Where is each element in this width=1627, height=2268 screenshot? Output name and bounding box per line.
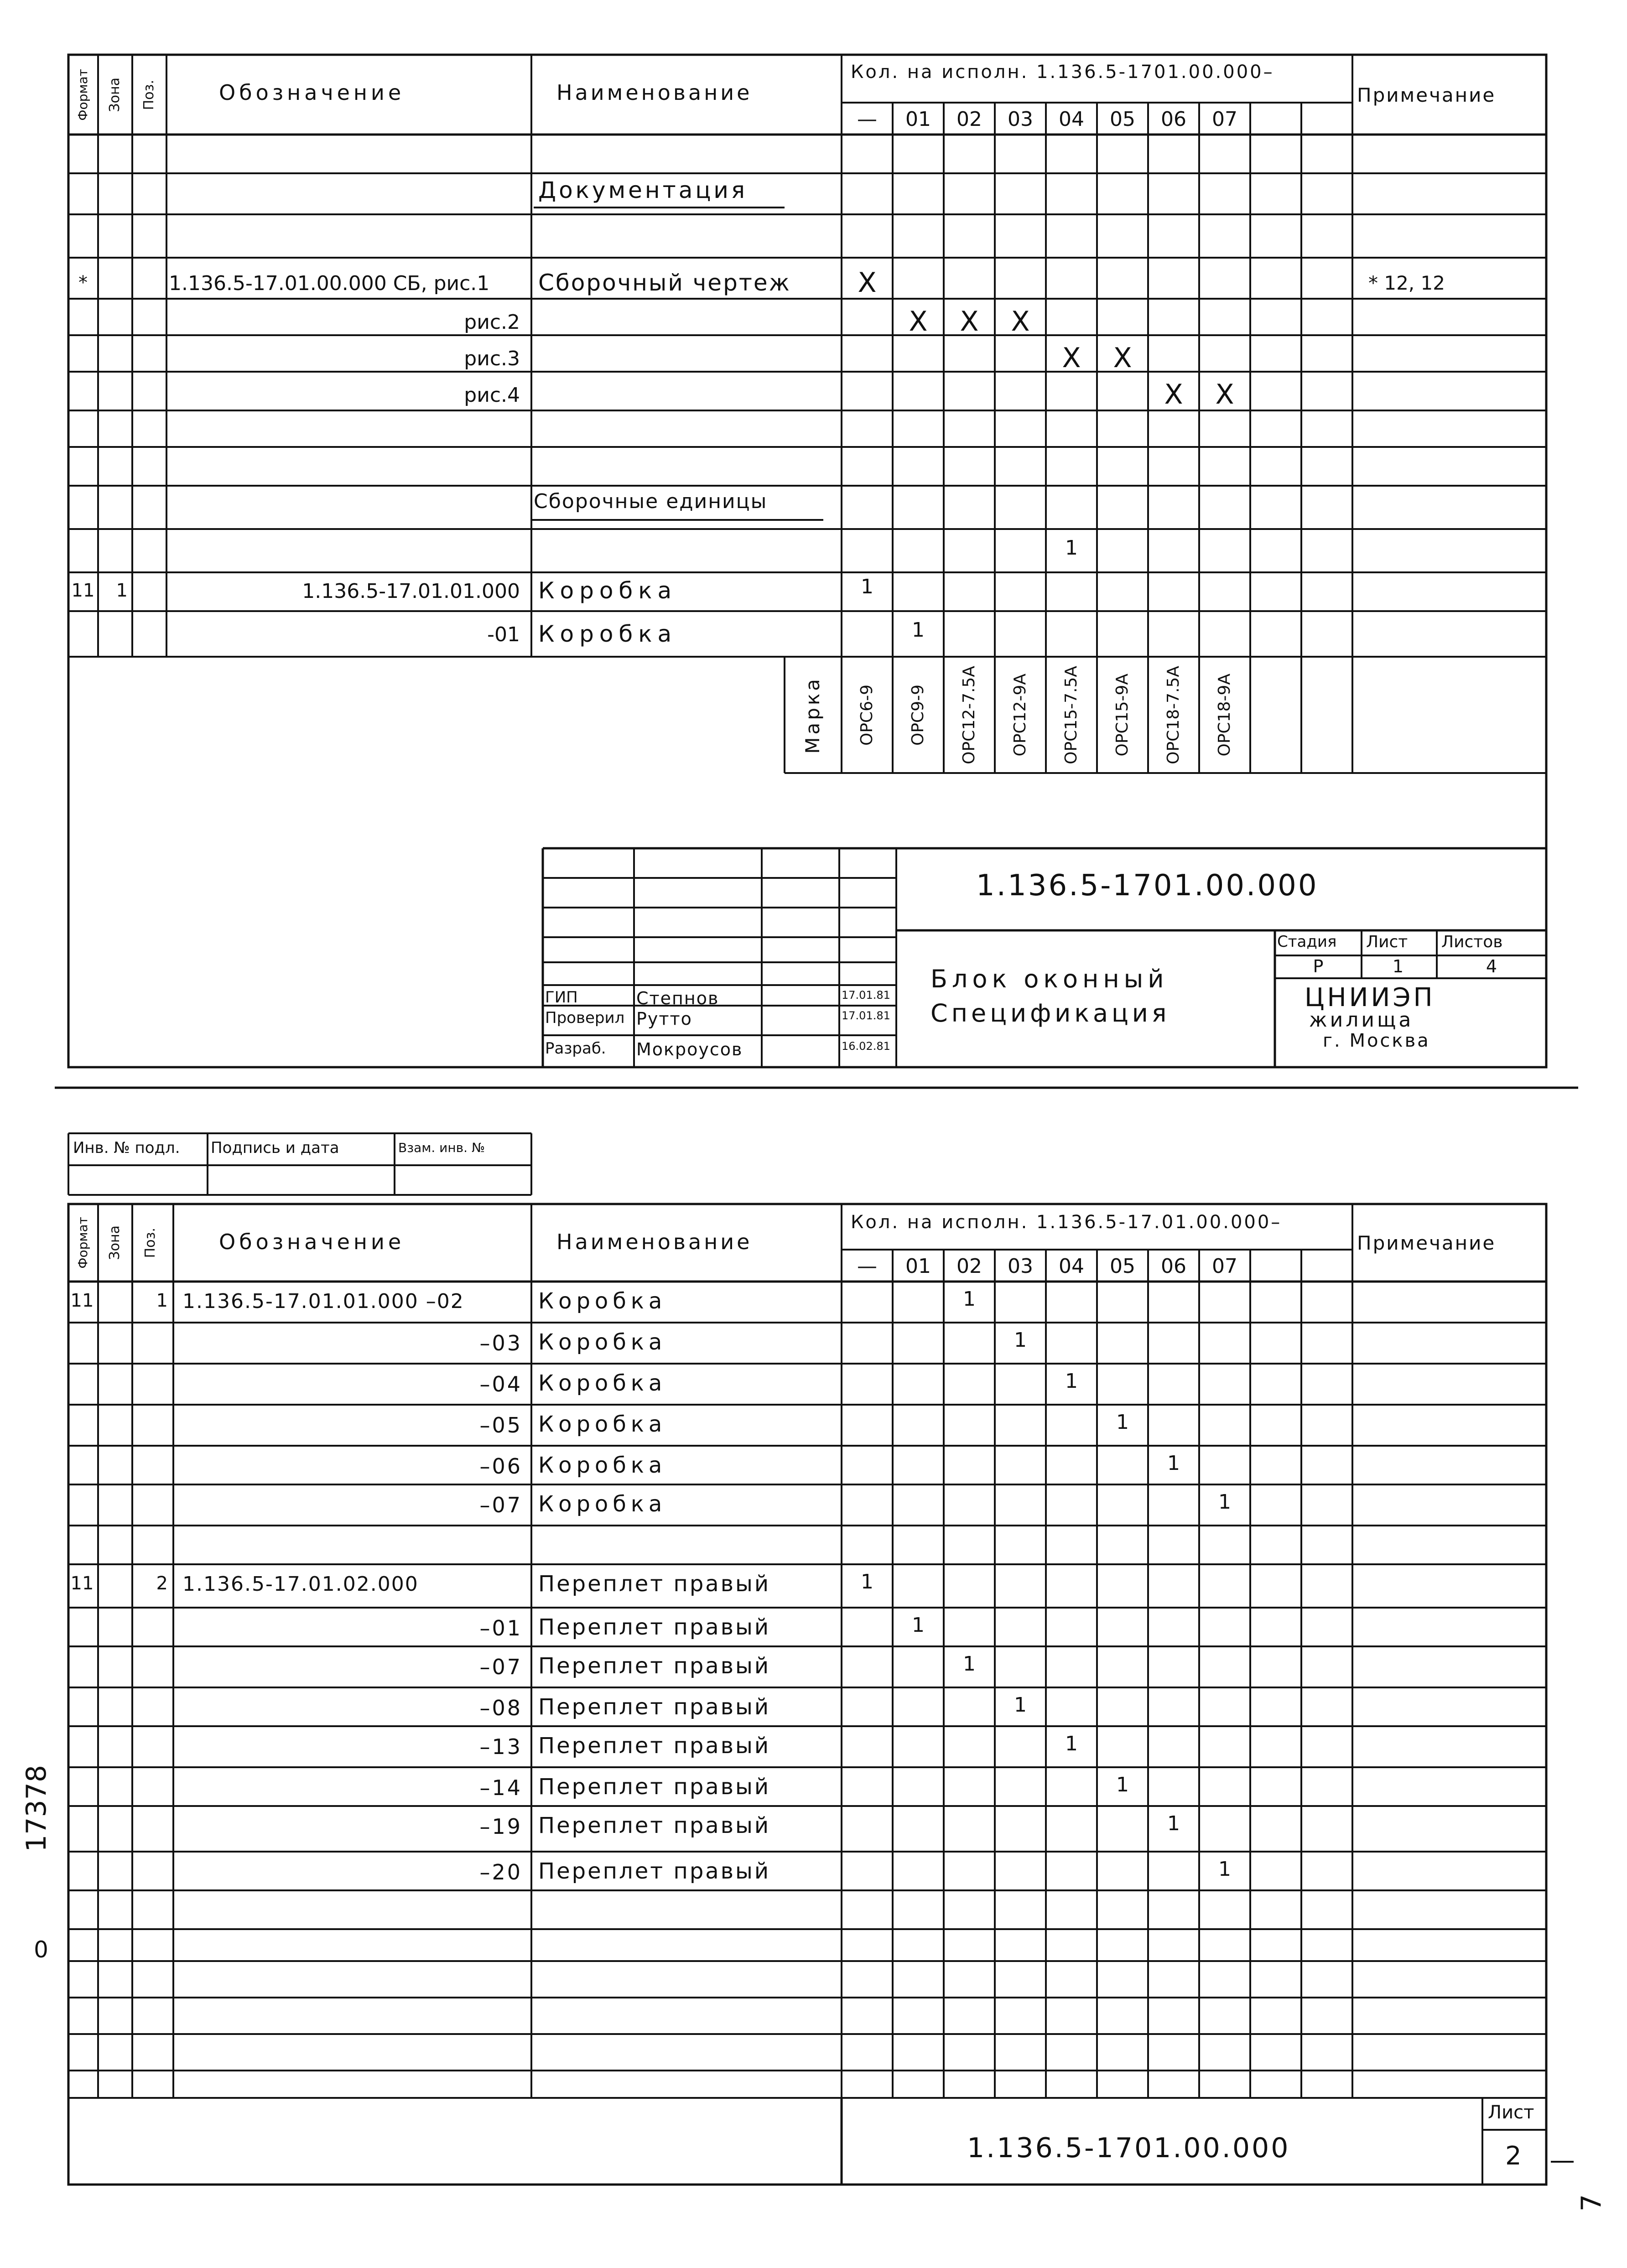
section-documentation: Документация <box>538 177 748 203</box>
variant-header: 07 <box>1212 108 1237 131</box>
signer-name: Степнов <box>636 988 719 1008</box>
variant-header: — <box>857 108 877 131</box>
row-designation: –08 <box>479 1696 522 1720</box>
row-name: Переплет правый <box>538 1774 771 1800</box>
col-zone-label: Зона <box>107 1225 123 1260</box>
variant-header: 05 <box>1110 108 1135 131</box>
signer-role: Проверил <box>545 1009 625 1027</box>
qty-cell: 1 <box>1014 1693 1027 1717</box>
qty-cell: 1 <box>1218 1858 1231 1881</box>
org-name: ЦНИИЭП <box>1305 983 1435 1012</box>
row-name: Коробка <box>538 577 677 604</box>
row-name: Переплет правый <box>538 1858 771 1884</box>
col-zone-label: Зона <box>107 78 123 112</box>
signer-role: ГИП <box>545 988 578 1007</box>
qty-cell: 1 <box>1116 1411 1129 1434</box>
margin-number: 17378 <box>21 1765 52 1852</box>
row-designation: –13 <box>479 1734 522 1759</box>
row-name: Переплет правый <box>538 1813 771 1838</box>
org-city: г. Москва <box>1323 1030 1430 1051</box>
row-designation: –19 <box>479 1814 522 1839</box>
row-designation: 1.136.5-17.01.00.000 СБ, рис.1 <box>169 272 490 295</box>
row-format: 11 <box>71 580 95 601</box>
titleblock-title: Блок оконный <box>930 965 1169 993</box>
marka-value: ОРС15-7.5А <box>1062 666 1081 764</box>
row-name: Переплет правый <box>538 1733 771 1759</box>
variant-header: 06 <box>1161 108 1186 131</box>
variant-header: 01 <box>905 1255 931 1278</box>
qty-cell: 1 <box>1065 1732 1078 1755</box>
qty-cell: X <box>1164 379 1183 410</box>
footer-sheet-number: 2 <box>1505 2141 1522 2171</box>
qty-cell: X <box>960 306 979 337</box>
row-pos: 2 <box>156 1573 168 1594</box>
stage-label: Стадия <box>1277 933 1337 951</box>
row-name: Коробка <box>538 1453 667 1478</box>
row-designation: –06 <box>479 1454 522 1479</box>
col-pos-label: Поз. <box>141 80 157 110</box>
marka-value: ОРС12-7.5А <box>960 666 978 764</box>
qty-cell: 1 <box>1116 1773 1129 1796</box>
col-name-label: Наименование <box>556 80 753 105</box>
col-designation-label: Обозначение <box>219 1230 405 1254</box>
row-name: Коробка <box>538 1370 667 1396</box>
row-name: Коробка <box>538 1288 667 1314</box>
qty-cell: X <box>1062 342 1081 374</box>
row-designation: рис.4 <box>464 384 520 407</box>
row-pos: 1 <box>156 1290 168 1311</box>
qty-cell: X <box>1113 342 1132 374</box>
qty-cell: 1 <box>1065 1370 1078 1393</box>
footer-code: 1.136.5-1701.00.000 <box>967 2132 1290 2164</box>
row-format: 11 <box>70 1573 94 1594</box>
col-qty-label: Кол. на исполн. 1.136.5-17.01.00.000– <box>851 1212 1282 1233</box>
signer-date: 17.01.81 <box>842 1009 890 1022</box>
corner-mark: 7 <box>1575 2194 1608 2212</box>
variant-header: 02 <box>956 108 982 131</box>
row-name: Переплет правый <box>538 1614 771 1640</box>
marka-value: ОРС18-9А <box>1215 674 1234 757</box>
variant-header: 05 <box>1110 1255 1135 1278</box>
variant-header: 01 <box>905 108 931 131</box>
stamp-sign-label: Подпись и дата <box>211 1139 339 1157</box>
variant-header: 04 <box>1059 108 1084 131</box>
variant-header: 06 <box>1161 1255 1186 1278</box>
row-designation: рис.3 <box>464 347 520 370</box>
qty-cell: 1 <box>861 1570 873 1593</box>
titleblock-code: 1.136.5-1701.00.000 <box>976 869 1319 903</box>
variant-header: 07 <box>1212 1255 1237 1278</box>
row-designation: –05 <box>479 1413 522 1438</box>
variant-header: 02 <box>956 1255 982 1278</box>
row-name: Коробка <box>538 1412 667 1437</box>
titleblock-subtitle: Спецификация <box>930 999 1170 1028</box>
col-qty-label: Кол. на исполн. 1.136.5-1701.00.000– <box>851 62 1274 83</box>
qty-cell: X <box>1011 306 1030 337</box>
col-name-label: Наименование <box>556 1230 753 1254</box>
sheet-label: Лист <box>1366 933 1408 951</box>
sheet-value: 1 <box>1392 956 1404 976</box>
stamp-vzam-label: Взам. инв. № <box>398 1140 485 1155</box>
stamp-inv-label: Инв. № подл. <box>73 1139 180 1157</box>
org-name-2: жилища <box>1309 1008 1414 1032</box>
row-name: Сборочный чертеж <box>538 270 791 296</box>
qty-cell: 1 <box>912 1614 925 1637</box>
marka-value: ОРС9-9 <box>909 685 927 746</box>
signer-role: Разраб. <box>545 1039 606 1058</box>
marka-value: ОРС15-9А <box>1113 674 1132 757</box>
qty-cell: 1 <box>861 575 873 598</box>
signer-name: Рутто <box>636 1009 692 1029</box>
footer-sheet-label: Лист <box>1488 2102 1534 2123</box>
row-designation: –07 <box>479 1655 522 1679</box>
row-format: 11 <box>70 1290 94 1311</box>
row-designation: рис.2 <box>464 311 520 334</box>
marka-value: ОРС6-9 <box>858 685 876 746</box>
row-designation: -01 <box>487 623 520 646</box>
qty-cell: 1 <box>1065 536 1078 560</box>
qty-cell: 1 <box>1167 1812 1180 1835</box>
row-name: Переплет правый <box>538 1653 771 1679</box>
signer-date: 16.02.81 <box>842 1040 890 1053</box>
row-designation: –01 <box>479 1616 522 1640</box>
col-format-label: Формат <box>75 69 90 121</box>
variant-header: — <box>857 1255 877 1278</box>
qty-cell: 1 <box>912 618 925 642</box>
qty-cell: X <box>909 306 928 337</box>
col-designation-label: Обозначение <box>219 80 405 105</box>
qty-cell: 1 <box>963 1287 976 1311</box>
row-name: Коробка <box>538 621 677 647</box>
marka-value: ОРС12-9А <box>1011 674 1029 757</box>
sheet2-frame <box>68 1204 1546 2185</box>
signer-date: 17.01.81 <box>842 989 890 1002</box>
row-format: * <box>78 272 88 293</box>
qty-cell: X <box>858 267 877 299</box>
variant-header: 04 <box>1059 1255 1084 1278</box>
row-name: Переплет правый <box>538 1571 771 1597</box>
qty-cell: 1 <box>1218 1490 1231 1514</box>
col-note-label: Примечание <box>1357 84 1496 106</box>
row-note: * 12, 12 <box>1368 272 1445 294</box>
row-name: Переплет правый <box>538 1694 771 1720</box>
row-name: Коробка <box>538 1329 667 1355</box>
row-pos: 1 <box>116 580 128 601</box>
row-designation: –14 <box>479 1775 522 1800</box>
row-designation: 1.136.5-17.01.02.000 <box>182 1573 419 1596</box>
row-name: Коробка <box>538 1491 667 1517</box>
signer-name: Мокроусов <box>636 1039 743 1059</box>
sheet1-frame <box>68 55 1546 1067</box>
marka-label: Марка <box>801 676 824 754</box>
section-assemblies: Сборочные единицы <box>534 490 768 513</box>
sheets-value: 4 <box>1486 956 1497 976</box>
sheets-label: Листов <box>1441 933 1503 951</box>
row-designation: –03 <box>479 1331 522 1355</box>
col-pos-label: Поз. <box>142 1228 158 1258</box>
variant-header: 03 <box>1008 108 1033 131</box>
row-designation: –04 <box>479 1372 522 1396</box>
margin-mark: 0 <box>34 1936 48 1963</box>
row-designation: –07 <box>479 1493 522 1517</box>
qty-cell: 1 <box>1014 1329 1027 1352</box>
stage-value: Р <box>1313 956 1324 976</box>
qty-cell: 1 <box>1167 1452 1180 1475</box>
row-designation: –20 <box>479 1860 522 1884</box>
row-designation: 1.136.5-17.01.01.000 –02 <box>182 1290 464 1313</box>
qty-cell: 1 <box>963 1652 976 1676</box>
variant-header: 03 <box>1008 1255 1033 1278</box>
qty-cell: X <box>1215 379 1234 410</box>
col-format-label: Формат <box>75 1217 90 1269</box>
marka-value: ОРС18-7.5А <box>1164 666 1183 764</box>
row-designation: 1.136.5-17.01.01.000 <box>302 580 520 603</box>
col-note-label: Примечание <box>1357 1232 1496 1254</box>
